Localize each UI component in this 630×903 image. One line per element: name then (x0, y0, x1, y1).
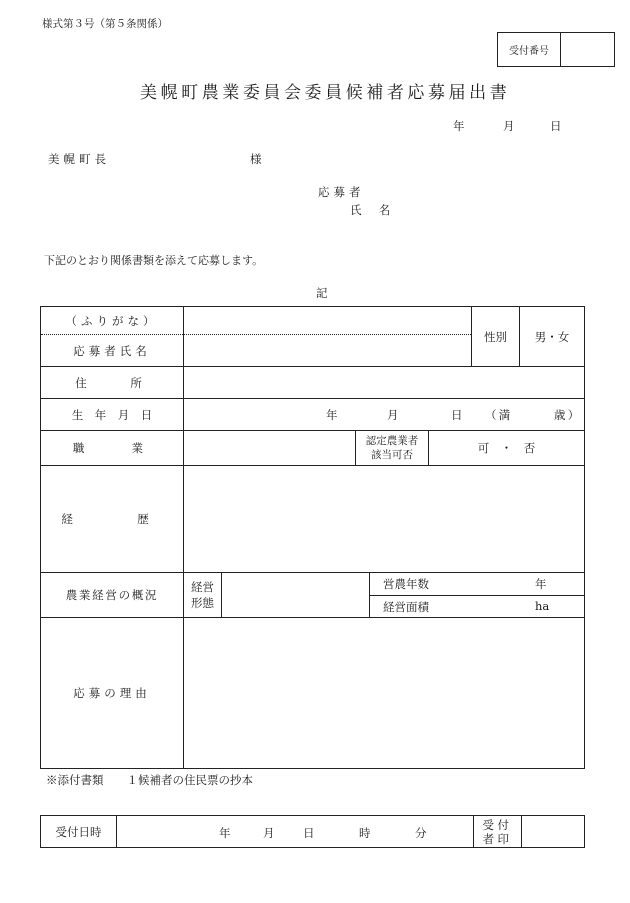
farm-area-unit[interactable]: ha (535, 599, 550, 613)
date-day: 日 (550, 119, 562, 133)
farm-area-label: 経営面積 (383, 600, 429, 614)
receiver-stamp-label (474, 816, 521, 847)
attachments-note: ※添付書類 １候補者の住民票の抄本 (46, 773, 253, 787)
furigana-label: （ふりがな） (65, 313, 159, 328)
address-label: 住 所 (75, 375, 149, 390)
addressee: 美幌町長 (48, 152, 111, 166)
receiver-stamp-field[interactable] (522, 816, 584, 847)
birth-month[interactable]: 月 (387, 408, 399, 422)
reason-field[interactable] (184, 618, 584, 768)
form-number: 様式第３号（第５条関係） (42, 18, 168, 30)
birth-day[interactable]: 日 (451, 408, 463, 422)
reception-minute[interactable]: 分 (415, 826, 427, 840)
applicant-label: 応募者 (318, 185, 365, 199)
ki-label: 記 (316, 286, 328, 300)
reception-hour[interactable]: 時 (359, 826, 371, 840)
furigana-field[interactable] (184, 307, 471, 334)
birthdate-label: 生 年 月 日 (71, 407, 153, 422)
gender-value[interactable]: 男・女 (534, 329, 570, 344)
applicant-name-field[interactable] (184, 335, 471, 366)
application-table (40, 306, 585, 769)
birth-year[interactable]: 年 (326, 408, 338, 422)
applicant-name-label: 氏 名 (350, 203, 394, 217)
page-title: 美幌町農業委員会委員候補者応募届出書 (140, 83, 511, 103)
management-form-field[interactable] (222, 573, 369, 617)
receipt-number-box (497, 32, 615, 67)
date-year: 年 (453, 119, 465, 133)
certified-farmer-value[interactable]: 可 ・ 否 (477, 441, 536, 455)
certified-farmer-label-2: 該当可否 (371, 449, 413, 461)
date-month: 月 (503, 119, 515, 133)
honorific: 様 (250, 152, 262, 166)
receipt-number-label: 受付番号 (509, 46, 549, 57)
management-form-label-1: 経営 (191, 580, 214, 594)
career-field[interactable] (184, 466, 584, 572)
reception-year[interactable]: 年 (219, 826, 231, 840)
occupation-field[interactable] (184, 431, 355, 465)
receipt-number-field[interactable] (561, 33, 614, 66)
reason-label: 応募の理由 (73, 686, 151, 700)
certified-farmer-label (356, 431, 428, 465)
receiver-stamp-label-2: 者印 (482, 831, 513, 846)
gender-label: 性別 (484, 329, 507, 344)
address-field[interactable] (184, 367, 584, 398)
receiver-stamp-label-1: 受付 (482, 817, 513, 832)
occupation-label: 職 業 (72, 441, 152, 455)
farming-years-unit[interactable]: 年 (535, 577, 547, 591)
career-label: 経 歴 (61, 512, 163, 526)
farm-overview-label: 農業経営の概況 (65, 588, 159, 602)
intro-text: 下記のとおり関係書類を添えて応募します。 (44, 254, 264, 267)
farming-years-label: 営農年数 (383, 577, 429, 591)
reception-day[interactable]: 日 (303, 826, 315, 840)
certified-farmer-label-1: 認定農業者 (365, 435, 419, 447)
age[interactable]: （満 歳） (485, 408, 582, 422)
management-form-label (184, 573, 221, 617)
applicant-name-label: 応募者氏名 (73, 343, 151, 358)
management-form-label-2: 形態 (191, 596, 214, 610)
reception-month[interactable]: 月 (263, 826, 275, 840)
reception-box (40, 815, 585, 848)
reception-date-label: 受付日時 (55, 824, 102, 839)
